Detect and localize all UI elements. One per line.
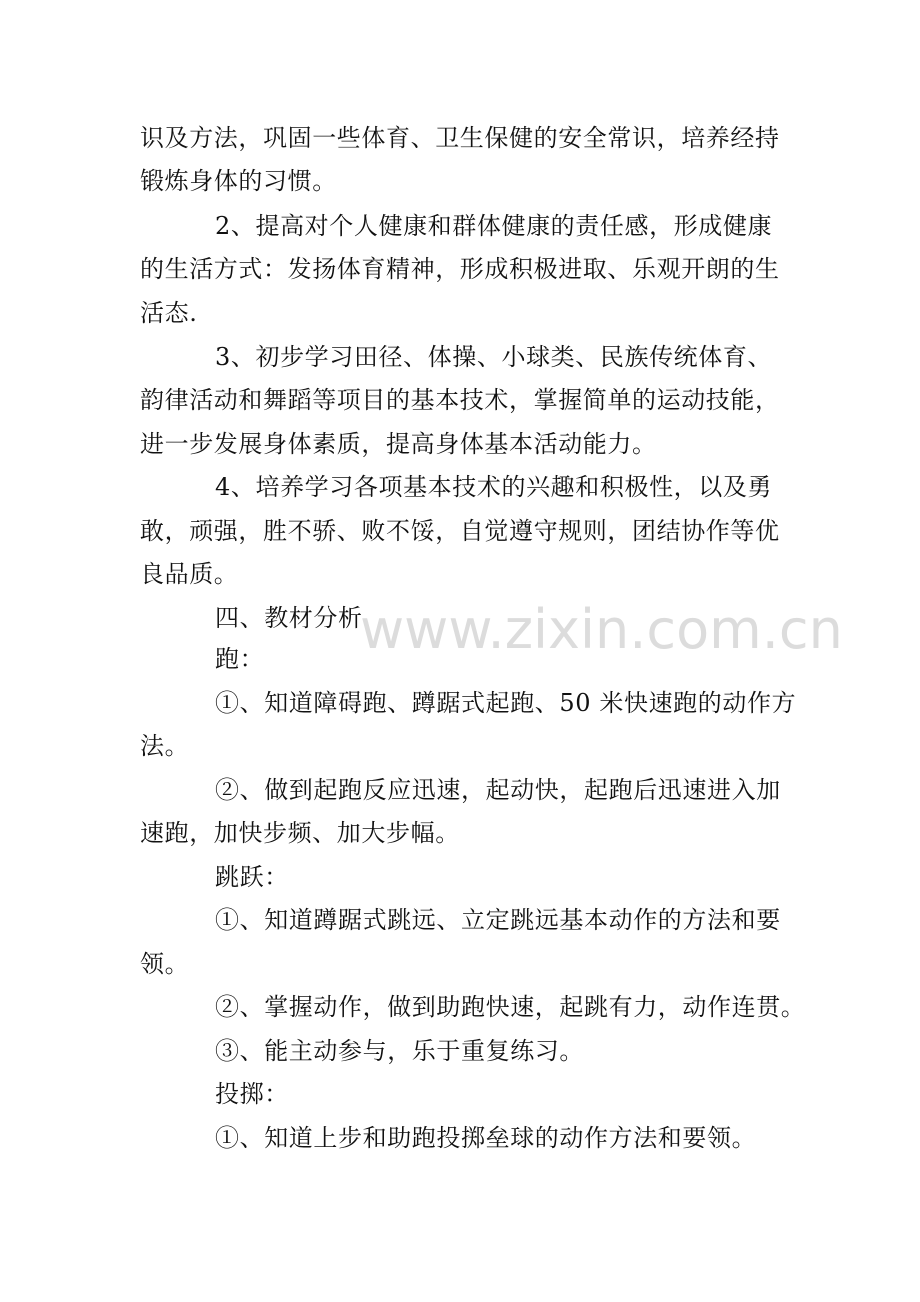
text-line: 的生活方式：发扬体育精神，形成积极进取、乐观开朗的生 bbox=[140, 255, 780, 283]
list-item: ③、能主动参与，乐于重复练习。 bbox=[215, 1037, 584, 1065]
text-line: 识及方法，巩固一些体育、卫生保健的安全常识，培养经持 bbox=[140, 124, 780, 152]
subheading-run: 跑： bbox=[215, 645, 265, 673]
subheading-jump: 跳跃： bbox=[215, 863, 289, 891]
text-line: 良品质。 bbox=[140, 560, 239, 588]
list-item-4: 4、培养学习各项基本技术的兴趣和积极性，以及勇 bbox=[215, 473, 773, 501]
text-line: 锻炼身体的习惯。 bbox=[140, 167, 337, 195]
list-item-2: 2、提高对个人健康和群体健康的责任感，形成健康 bbox=[215, 212, 773, 240]
list-item: ①、知道上步和助跑投掷垒球的动作方法和要领。 bbox=[215, 1124, 757, 1152]
text-line: 法。 bbox=[140, 732, 190, 760]
list-item-3: 3、初步学习田径、体操、小球类、民族传统体育、 bbox=[215, 343, 773, 371]
watermark: www.zixin.com.cn bbox=[360, 598, 843, 661]
text-line: 敢，顽强，胜不骄、败不馁，自觉遵守规则，团结协作等优 bbox=[140, 517, 780, 545]
list-item: ①、知道蹲踞式跳远、立定跳远基本动作的方法和要 bbox=[215, 906, 781, 934]
text-line: 活态. bbox=[140, 299, 198, 327]
text-line: 领。 bbox=[140, 950, 190, 978]
list-item: ②、掌握动作，做到助跑快速，起跳有力，动作连贯。 bbox=[215, 993, 806, 1021]
text-line: 韵律活动和舞蹈等项目的基本技术，掌握简单的运动技能， bbox=[140, 386, 780, 414]
section-heading: 四、教材分析 bbox=[215, 604, 363, 632]
subheading-throw: 投掷： bbox=[215, 1080, 289, 1108]
text-line: 速跑，加快步频、加大步幅。 bbox=[140, 819, 460, 847]
list-item: ①、知道障碍跑、蹲踞式起跑、50 米快速跑的动作方 bbox=[215, 689, 797, 717]
list-item: ②、做到起跑反应迅速，起动快，起跑后迅速进入加 bbox=[215, 776, 781, 804]
text-line: 进一步发展身体素质，提高身体基本活动能力。 bbox=[140, 430, 657, 458]
